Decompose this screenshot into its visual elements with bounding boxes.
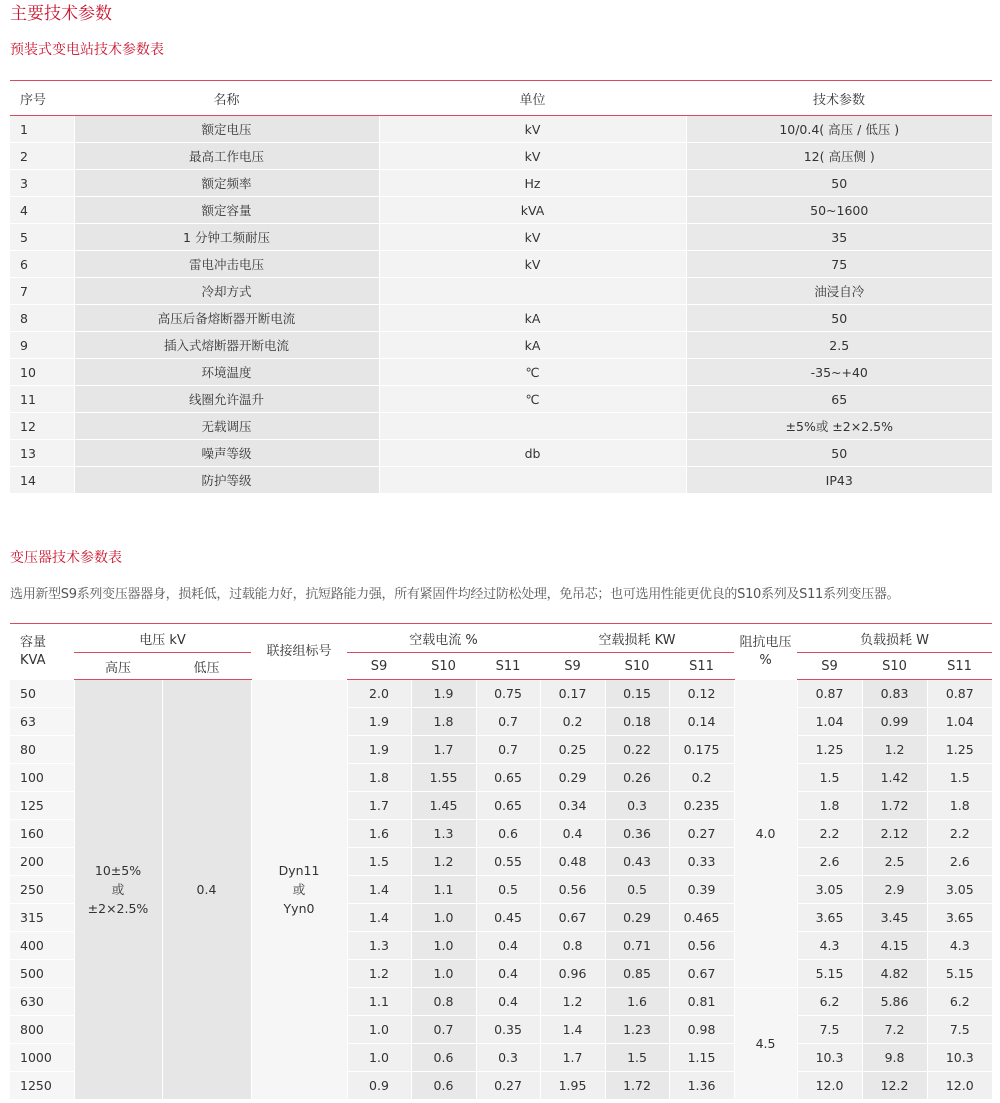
cell-no-load-loss-s11: 0.175 xyxy=(669,736,734,764)
cell-no-load-current-s10: 0.6 xyxy=(411,1072,476,1100)
cell-connection xyxy=(251,680,347,1100)
cell-load-loss-s9: 1.5 xyxy=(797,764,862,792)
cell-unit: kV xyxy=(379,143,686,170)
cell-unit: kV xyxy=(379,224,686,251)
cell-load-loss-s11: 5.15 xyxy=(927,960,992,988)
cell-value: 65 xyxy=(686,386,992,413)
cell-name: 额定电压 xyxy=(74,116,379,143)
header-capacity: 容量 KVA xyxy=(20,634,47,668)
cell-no-load-current-s11: 0.75 xyxy=(476,680,540,708)
cell-no-load-current-s11: 0.27 xyxy=(476,1072,540,1100)
page-title: 主要技术参数 xyxy=(10,4,112,24)
cell-index: 11 xyxy=(10,386,74,413)
high-voltage-line: ±2×2.5% xyxy=(87,901,149,916)
cell-no-load-current-s10: 1.3 xyxy=(411,820,476,848)
cell-load-loss-s11: 2.2 xyxy=(927,820,992,848)
header-index: 序号 xyxy=(10,81,74,116)
cell-no-load-current-s9: 1.0 xyxy=(347,1016,411,1044)
cell-load-loss-s10: 1.42 xyxy=(862,764,927,792)
cell-name: 插入式熔断器开断电流 xyxy=(74,332,379,359)
cell-no-load-loss-s9: 0.25 xyxy=(540,736,605,764)
cell-no-load-loss-s10: 0.18 xyxy=(605,708,669,736)
cell-load-loss-s11: 2.6 xyxy=(927,848,992,876)
cell-no-load-loss-s11: 0.56 xyxy=(669,932,734,960)
cell-value: 油浸自冷 xyxy=(686,278,992,305)
table-row xyxy=(10,197,992,224)
cell-index: 10 xyxy=(10,359,74,386)
high-voltage-line: 10±5% xyxy=(94,863,142,878)
cell-index: 2 xyxy=(10,143,74,170)
cell-name: 线圈允许温升 xyxy=(74,386,379,413)
cell-index: 1 xyxy=(10,116,74,143)
cell-load-loss-s10: 4.82 xyxy=(862,960,927,988)
cell-unit: kA xyxy=(379,332,686,359)
cell-no-load-current-s9: 1.9 xyxy=(347,708,411,736)
cell-no-load-current-s9: 1.0 xyxy=(347,1044,411,1072)
cell-capacity: 125 xyxy=(10,792,74,820)
cell-load-loss-s10: 0.99 xyxy=(862,708,927,736)
cell-index: 12 xyxy=(10,413,74,440)
header-load-loss: 负载损耗 W xyxy=(797,624,992,653)
cell-no-load-current-s10: 1.1 xyxy=(411,876,476,904)
cell-unit: kV xyxy=(379,251,686,278)
cell-no-load-current-s9: 1.6 xyxy=(347,820,411,848)
cell-capacity: 1250 xyxy=(10,1072,74,1100)
cell-no-load-loss-s10: 0.5 xyxy=(605,876,669,904)
cell-impedance: 4.5 xyxy=(734,988,797,1100)
cell-load-loss-s11: 1.8 xyxy=(927,792,992,820)
cell-no-load-current-s10: 0.8 xyxy=(411,988,476,1016)
cell-no-load-current-s9: 1.4 xyxy=(347,904,411,932)
cell-capacity: 630 xyxy=(10,988,74,1016)
cell-no-load-loss-s9: 0.96 xyxy=(540,960,605,988)
header-no-load-loss: 空载损耗 KW xyxy=(540,624,734,653)
header-low-voltage: 低压 xyxy=(162,653,251,680)
cell-capacity: 400 xyxy=(10,932,74,960)
cell-load-loss-s9: 10.3 xyxy=(797,1044,862,1072)
cell-name: 1 分钟工频耐压 xyxy=(74,224,379,251)
cell-unit xyxy=(379,278,686,305)
table-row xyxy=(10,251,992,278)
cell-load-loss-s11: 12.0 xyxy=(927,1072,992,1100)
cell-no-load-current-s11: 0.4 xyxy=(476,988,540,1016)
cell-no-load-loss-s10: 1.23 xyxy=(605,1016,669,1044)
cell-unit: ℃ xyxy=(379,386,686,413)
cell-no-load-loss-s10: 1.72 xyxy=(605,1072,669,1100)
table-row xyxy=(10,116,992,143)
cell-capacity: 63 xyxy=(10,708,74,736)
cell-name: 环境温度 xyxy=(74,359,379,386)
table-row xyxy=(10,332,992,359)
header-unit: 单位 xyxy=(379,81,686,116)
cell-load-loss-s10: 5.86 xyxy=(862,988,927,1016)
cell-load-loss-s10: 4.15 xyxy=(862,932,927,960)
cell-no-load-loss-s9: 0.4 xyxy=(540,820,605,848)
cell-unit: db xyxy=(379,440,686,467)
cell-no-load-current-s10: 1.2 xyxy=(411,848,476,876)
header-no-load-current: 空载电流 % xyxy=(347,624,540,653)
cell-name: 额定容量 xyxy=(74,197,379,224)
substation-params-table xyxy=(10,80,992,494)
cell-load-loss-s11: 1.04 xyxy=(927,708,992,736)
cell-no-load-current-s9: 1.3 xyxy=(347,932,411,960)
cell-index: 3 xyxy=(10,170,74,197)
transformer-description: 选用新型S9系列变压器器身，损耗低，过载能力好，抗短路能力强，所有紧固件均经过防松处理，免吊芯；也可选用性能更优良的S10系列及S11系列变压器。 xyxy=(10,587,900,602)
cell-capacity: 315 xyxy=(10,904,74,932)
header-value: 技术参数 xyxy=(686,81,992,116)
cell-index: 7 xyxy=(10,278,74,305)
cell-capacity: 50 xyxy=(10,680,74,708)
header-s11: S11 xyxy=(669,653,734,680)
cell-no-load-loss-s10: 0.26 xyxy=(605,764,669,792)
header-s11: S11 xyxy=(927,653,992,680)
cell-no-load-loss-s11: 1.36 xyxy=(669,1072,734,1100)
cell-load-loss-s9: 5.15 xyxy=(797,960,862,988)
cell-value: 75 xyxy=(686,251,992,278)
table-header-row xyxy=(10,624,992,653)
cell-capacity: 800 xyxy=(10,1016,74,1044)
cell-no-load-current-s9: 1.2 xyxy=(347,960,411,988)
table-row xyxy=(10,413,992,440)
cell-load-loss-s11: 1.5 xyxy=(927,764,992,792)
cell-load-loss-s9: 1.25 xyxy=(797,736,862,764)
header-s9: S9 xyxy=(347,653,411,680)
cell-value: 12( 高压侧 ) xyxy=(686,143,992,170)
connection-line: Dyn11 xyxy=(278,862,320,878)
section-title-substation: 预装式变电站技术参数表 xyxy=(10,42,164,58)
cell-no-load-current-s11: 0.65 xyxy=(476,792,540,820)
cell-index: 14 xyxy=(10,467,74,494)
cell-no-load-loss-s9: 0.2 xyxy=(540,708,605,736)
header-s10: S10 xyxy=(605,653,669,680)
cell-unit: kV xyxy=(379,116,686,143)
cell-no-load-loss-s10: 0.85 xyxy=(605,960,669,988)
cell-no-load-loss-s11: 0.235 xyxy=(669,792,734,820)
cell-no-load-current-s11: 0.7 xyxy=(476,708,540,736)
table-row xyxy=(10,278,992,305)
cell-capacity: 1000 xyxy=(10,1044,74,1072)
cell-load-loss-s9: 2.2 xyxy=(797,820,862,848)
cell-no-load-loss-s10: 0.29 xyxy=(605,904,669,932)
cell-no-load-current-s9: 2.0 xyxy=(347,680,411,708)
cell-load-loss-s10: 2.12 xyxy=(862,820,927,848)
cell-load-loss-s9: 0.87 xyxy=(797,680,862,708)
cell-load-loss-s10: 0.83 xyxy=(862,680,927,708)
cell-load-loss-s9: 2.6 xyxy=(797,848,862,876)
cell-index: 6 xyxy=(10,251,74,278)
section-title-transformer: 变压器技术参数表 xyxy=(10,550,122,566)
cell-no-load-current-s10: 1.9 xyxy=(411,680,476,708)
cell-load-loss-s9: 6.2 xyxy=(797,988,862,1016)
header-s9: S9 xyxy=(797,653,862,680)
cell-load-loss-s9: 3.05 xyxy=(797,876,862,904)
cell-no-load-loss-s11: 0.14 xyxy=(669,708,734,736)
table-header-row xyxy=(10,81,992,116)
cell-no-load-loss-s11: 0.81 xyxy=(669,988,734,1016)
connection-line: 或 xyxy=(292,881,306,897)
cell-no-load-current-s9: 1.1 xyxy=(347,988,411,1016)
cell-no-load-loss-s9: 0.29 xyxy=(540,764,605,792)
cell-no-load-current-s11: 0.4 xyxy=(476,960,540,988)
cell-no-load-loss-s11: 0.67 xyxy=(669,960,734,988)
high-voltage-line: 或 xyxy=(111,882,125,897)
cell-value: 50~1600 xyxy=(686,197,992,224)
cell-no-load-loss-s10: 0.43 xyxy=(605,848,669,876)
table-row xyxy=(10,467,992,494)
cell-load-loss-s11: 7.5 xyxy=(927,1016,992,1044)
cell-no-load-current-s10: 1.0 xyxy=(411,960,476,988)
cell-no-load-loss-s11: 0.39 xyxy=(669,876,734,904)
table-row xyxy=(10,143,992,170)
cell-value: -35~+40 xyxy=(686,359,992,386)
table-row xyxy=(10,305,992,332)
cell-load-loss-s9: 7.5 xyxy=(797,1016,862,1044)
cell-capacity: 250 xyxy=(10,876,74,904)
cell-value: 2.5 xyxy=(686,332,992,359)
cell-no-load-current-s9: 1.4 xyxy=(347,876,411,904)
cell-load-loss-s11: 4.3 xyxy=(927,932,992,960)
cell-load-loss-s11: 3.05 xyxy=(927,876,992,904)
header-s9: S9 xyxy=(540,653,605,680)
header-connection: 联接组标号 xyxy=(266,643,332,659)
cell-name: 高压后备熔断器开断电流 xyxy=(74,305,379,332)
table-row xyxy=(10,170,992,197)
connection-line: Yyn0 xyxy=(283,900,315,916)
cell-no-load-current-s11: 0.45 xyxy=(476,904,540,932)
cell-name: 噪声等级 xyxy=(74,440,379,467)
cell-unit: Hz xyxy=(379,170,686,197)
cell-index: 13 xyxy=(10,440,74,467)
table-row xyxy=(10,386,992,413)
cell-capacity: 100 xyxy=(10,764,74,792)
cell-impedance: 4.0 xyxy=(734,680,797,988)
cell-no-load-current-s11: 0.55 xyxy=(476,848,540,876)
transformer-params-table xyxy=(10,623,992,1100)
cell-no-load-loss-s10: 0.71 xyxy=(605,932,669,960)
cell-value: 50 xyxy=(686,440,992,467)
cell-no-load-current-s10: 1.7 xyxy=(411,736,476,764)
cell-load-loss-s10: 1.72 xyxy=(862,792,927,820)
cell-load-loss-s9: 3.65 xyxy=(797,904,862,932)
cell-no-load-loss-s10: 1.6 xyxy=(605,988,669,1016)
cell-no-load-loss-s9: 0.34 xyxy=(540,792,605,820)
table-row xyxy=(10,440,992,467)
cell-unit: kVA xyxy=(379,197,686,224)
cell-unit xyxy=(379,467,686,494)
cell-load-loss-s10: 2.9 xyxy=(862,876,927,904)
cell-no-load-loss-s9: 0.48 xyxy=(540,848,605,876)
cell-capacity: 80 xyxy=(10,736,74,764)
cell-unit xyxy=(379,413,686,440)
cell-name: 防护等级 xyxy=(74,467,379,494)
table-subheader-row xyxy=(10,653,992,680)
cell-value: IP43 xyxy=(686,467,992,494)
cell-no-load-loss-s9: 0.8 xyxy=(540,932,605,960)
cell-no-load-current-s9: 1.5 xyxy=(347,848,411,876)
cell-no-load-loss-s10: 1.5 xyxy=(605,1044,669,1072)
cell-name: 雷电冲击电压 xyxy=(74,251,379,278)
cell-index: 8 xyxy=(10,305,74,332)
cell-no-load-current-s11: 0.65 xyxy=(476,764,540,792)
cell-no-load-current-s10: 1.45 xyxy=(411,792,476,820)
cell-unit: kA xyxy=(379,305,686,332)
cell-load-loss-s11: 10.3 xyxy=(927,1044,992,1072)
cell-no-load-current-s11: 0.35 xyxy=(476,1016,540,1044)
cell-no-load-current-s11: 0.4 xyxy=(476,932,540,960)
cell-load-loss-s9: 4.3 xyxy=(797,932,862,960)
cell-no-load-current-s9: 1.9 xyxy=(347,736,411,764)
cell-high-voltage xyxy=(74,680,162,1100)
header-s11: S11 xyxy=(476,653,540,680)
header-impedance: 阻抗电压 % xyxy=(739,634,792,668)
cell-unit: ℃ xyxy=(379,359,686,386)
cell-no-load-loss-s11: 0.2 xyxy=(669,764,734,792)
cell-load-loss-s11: 1.25 xyxy=(927,736,992,764)
cell-load-loss-s11: 3.65 xyxy=(927,904,992,932)
cell-value: 35 xyxy=(686,224,992,251)
cell-no-load-current-s10: 1.0 xyxy=(411,932,476,960)
cell-no-load-loss-s11: 1.15 xyxy=(669,1044,734,1072)
cell-capacity: 200 xyxy=(10,848,74,876)
table-row xyxy=(10,224,992,251)
cell-no-load-loss-s11: 0.98 xyxy=(669,1016,734,1044)
header-s10: S10 xyxy=(862,653,927,680)
cell-no-load-loss-s9: 0.67 xyxy=(540,904,605,932)
cell-index: 9 xyxy=(10,332,74,359)
cell-no-load-loss-s9: 0.56 xyxy=(540,876,605,904)
cell-no-load-loss-s11: 0.33 xyxy=(669,848,734,876)
cell-value: 50 xyxy=(686,305,992,332)
cell-load-loss-s10: 12.2 xyxy=(862,1072,927,1100)
cell-no-load-loss-s9: 0.17 xyxy=(540,680,605,708)
cell-no-load-loss-s11: 0.12 xyxy=(669,680,734,708)
cell-index: 5 xyxy=(10,224,74,251)
cell-load-loss-s9: 1.8 xyxy=(797,792,862,820)
table-row xyxy=(10,680,992,708)
cell-no-load-current-s9: 1.7 xyxy=(347,792,411,820)
cell-no-load-current-s10: 1.8 xyxy=(411,708,476,736)
cell-no-load-loss-s10: 0.15 xyxy=(605,680,669,708)
cell-low-voltage: 0.4 xyxy=(162,680,251,1100)
cell-capacity: 500 xyxy=(10,960,74,988)
cell-no-load-loss-s10: 0.3 xyxy=(605,792,669,820)
cell-capacity: 160 xyxy=(10,820,74,848)
cell-no-load-current-s11: 0.5 xyxy=(476,876,540,904)
table-row xyxy=(10,359,992,386)
header-name: 名称 xyxy=(74,81,379,116)
cell-no-load-loss-s9: 1.2 xyxy=(540,988,605,1016)
cell-index: 4 xyxy=(10,197,74,224)
header-high-voltage: 高压 xyxy=(74,653,162,680)
cell-load-loss-s10: 7.2 xyxy=(862,1016,927,1044)
header-voltage: 电压 kV xyxy=(74,624,251,653)
cell-no-load-current-s9: 1.8 xyxy=(347,764,411,792)
cell-load-loss-s10: 3.45 xyxy=(862,904,927,932)
cell-load-loss-s11: 0.87 xyxy=(927,680,992,708)
cell-no-load-loss-s9: 1.4 xyxy=(540,1016,605,1044)
cell-value: 50 xyxy=(686,170,992,197)
cell-no-load-current-s10: 1.0 xyxy=(411,904,476,932)
cell-name: 额定频率 xyxy=(74,170,379,197)
cell-load-loss-s10: 2.5 xyxy=(862,848,927,876)
cell-name: 无载调压 xyxy=(74,413,379,440)
cell-name: 冷却方式 xyxy=(74,278,379,305)
cell-no-load-loss-s9: 1.95 xyxy=(540,1072,605,1100)
cell-no-load-current-s11: 0.3 xyxy=(476,1044,540,1072)
cell-name: 最高工作电压 xyxy=(74,143,379,170)
cell-load-loss-s9: 12.0 xyxy=(797,1072,862,1100)
cell-value: ±5%或 ±2×2.5% xyxy=(686,413,992,440)
cell-no-load-current-s11: 0.7 xyxy=(476,736,540,764)
cell-no-load-loss-s11: 0.27 xyxy=(669,820,734,848)
cell-load-loss-s10: 1.2 xyxy=(862,736,927,764)
cell-no-load-current-s11: 0.6 xyxy=(476,820,540,848)
cell-no-load-loss-s10: 0.36 xyxy=(605,820,669,848)
cell-no-load-current-s10: 1.55 xyxy=(411,764,476,792)
cell-no-load-loss-s9: 1.7 xyxy=(540,1044,605,1072)
cell-no-load-loss-s11: 0.465 xyxy=(669,904,734,932)
cell-load-loss-s11: 6.2 xyxy=(927,988,992,1016)
cell-load-loss-s9: 1.04 xyxy=(797,708,862,736)
cell-no-load-current-s10: 0.7 xyxy=(411,1016,476,1044)
header-s10: S10 xyxy=(411,653,476,680)
cell-no-load-loss-s10: 0.22 xyxy=(605,736,669,764)
cell-load-loss-s10: 9.8 xyxy=(862,1044,927,1072)
cell-no-load-current-s9: 0.9 xyxy=(347,1072,411,1100)
cell-value: 10/0.4( 高压 / 低压 ) xyxy=(686,116,992,143)
cell-no-load-current-s10: 0.6 xyxy=(411,1044,476,1072)
